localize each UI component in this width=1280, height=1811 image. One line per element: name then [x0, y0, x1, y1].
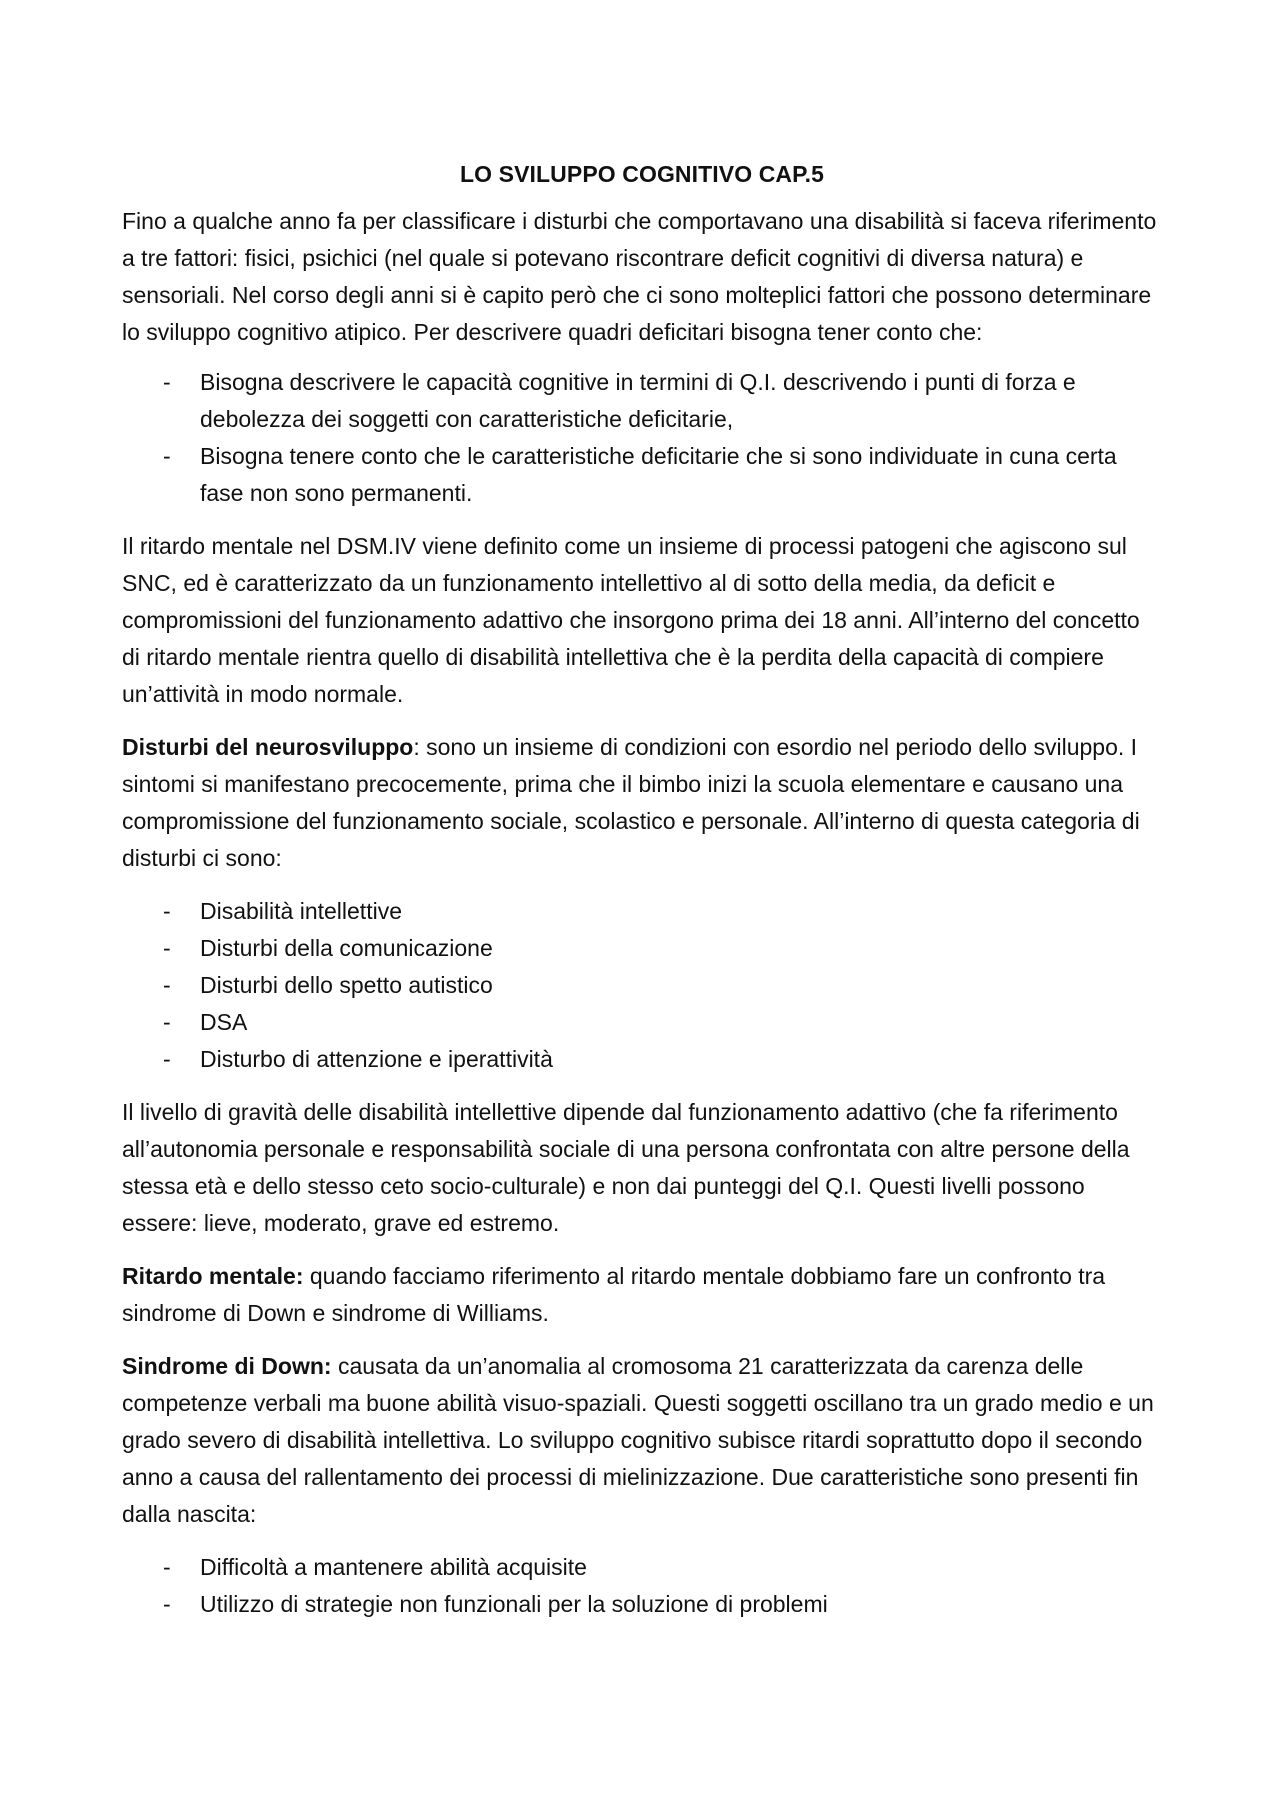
paragraph-neurosviluppo: Disturbi del neurosviluppo: sono un insieme di condizioni con esordio nel periodo dello sviluppo. I sintomi si manifestano precocemente, prima che il bimbo inizi la scuola elementare e causano una compromissione del funzionamento sociale, scolastico e personale. All’interno di questa categoria di disturbi ci sono:: [122, 734, 1140, 871]
term-neurosviluppo: Disturbi del neurosviluppo: [122, 734, 414, 760]
bullet-list-disturbi: [122, 893, 1162, 1078]
dash-bullet: -: [163, 1009, 171, 1035]
list-item: - Bisogna tenere conto che le caratteristiche deficitarie che si sono individuate in cuna certa fase non sono permanenti.: [122, 438, 1162, 512]
bullet-list-deficit: [122, 364, 1162, 512]
list-item: - DSA: [122, 1004, 1162, 1041]
paragraph-intro: Fino a qualche anno fa per classificare i disturbi che comportavano una disabilità si faceva riferimento a tre fattori: fisici, psichici (nel quale si potevano riscontrare deficit cognitivi di diversa natura) e sensoriali. Nel corso degli anni si è capito però che ci sono molteplici fattori che possono determinare lo sviluppo cognitivo atipico. Per descrivere quadri deficitari bisogna tener conto che:: [122, 208, 1157, 345]
term-sindrome-down: Sindrome di Down:: [122, 1353, 332, 1379]
dash-bullet: -: [163, 972, 171, 998]
paragraph-sindrome-down: Sindrome di Down: causata da un’anomalia al cromosoma 21 caratterizzata da carenza delle competenze verbali ma buone abilità visuo-spaziali. Questi soggetti oscillano tra un grado medio e un grado severo di disabilità intellettiva. Lo sviluppo cognitivo subisce ritardi soprattutto dopo il secondo anno a causa del rallentamento dei processi di mielinizzazione. Due caratteristiche sono presenti fin dalla nascita:: [122, 1353, 1154, 1527]
page-title: LO SVILUPPO COGNITIVO CAP.5: [460, 161, 824, 187]
paragraph-ritardo-mentale: Ritardo mentale: quando facciamo riferimento al ritardo mentale dobbiamo fare un confronto tra sindrome di Down e sindrome di Williams.: [122, 1263, 1106, 1326]
list-item: - Bisogna descrivere le capacità cognitive in termini di Q.I. descrivendo i punti di forza e debolezza dei soggetti con caratteristiche deficitarie,: [122, 364, 1162, 438]
dash-bullet: -: [163, 1554, 171, 1580]
dash-bullet: -: [163, 369, 171, 395]
list-item: - Disturbi dello spetto autistico: [122, 967, 1162, 1004]
document-page: [122, 158, 1162, 1639]
paragraph-gravita: Il livello di gravità delle disabilità intellettive dipende dal funzionamento adattivo (che fa riferimento all’autonomia personale e responsabilità sociale di una persona confrontata con altre persone della stessa età e dello stesso ceto socio-culturale) e non dai punteggi del Q.I. Questi livelli possono essere: lieve, moderato, grave ed estremo.: [122, 1099, 1130, 1236]
dash-bullet: -: [163, 935, 171, 961]
bullet-list-down: [122, 1549, 1162, 1623]
list-item: - Utilizzo di strategie non funzionali per la soluzione di problemi: [122, 1586, 1162, 1623]
dash-bullet: -: [163, 898, 171, 924]
dash-bullet: -: [163, 443, 171, 469]
dash-bullet: -: [163, 1046, 171, 1072]
term-ritardo-mentale: Ritardo mentale:: [122, 1263, 304, 1289]
list-item: - Disturbi della comunicazione: [122, 930, 1162, 967]
list-item: - Disturbo di attenzione e iperattività: [122, 1041, 1162, 1078]
list-item: - Disabilità intellettive: [122, 893, 1162, 930]
dash-bullet: -: [163, 1591, 171, 1617]
list-item: - Difficoltà a mantenere abilità acquisite: [122, 1549, 1162, 1586]
paragraph-ritardo-dsm: Il ritardo mentale nel DSM.IV viene definito come un insieme di processi patogeni che agiscono sul SNC, ed è caratterizzato da un funzionamento intellettivo al di sotto della media, da deficit e compromissioni del funzionamento adattivo che insorgono prima dei 18 anni. All’interno del concetto di ritardo mentale rientra quello di disabilità intellettiva che è la perdita della capacità di compiere un’attività in modo normale.: [122, 533, 1140, 707]
